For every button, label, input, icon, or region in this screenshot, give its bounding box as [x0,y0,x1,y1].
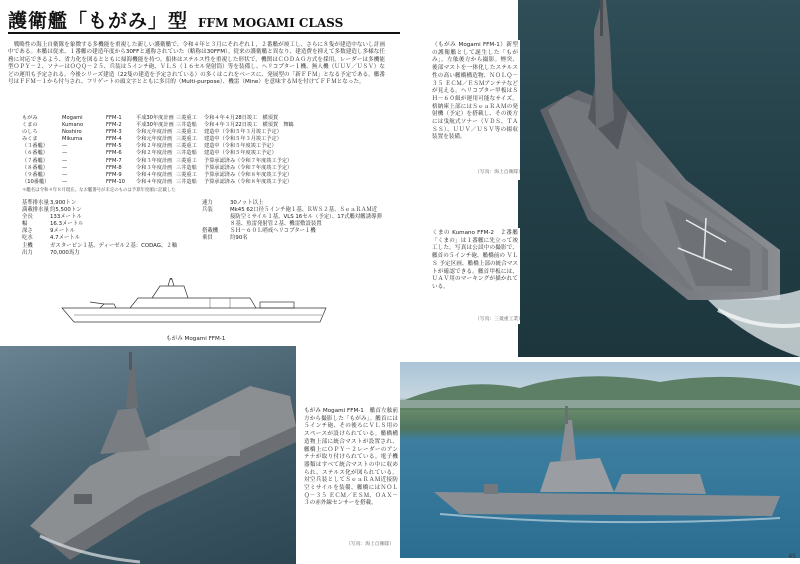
spec-value: 30ノット以上 [230,200,264,206]
roster-cell: （８番艦） [22,164,48,171]
roster-cell: 令和３年度計画 [136,157,173,164]
roster-row [22,136,382,143]
roster-cell: 令和４年度計画 [136,178,173,185]
spec-value: 4.7メートル [50,235,81,242]
ship-bow-illustration [0,346,296,564]
roster-cell: 予算承認済み（令和８年度竣工予定） [204,178,293,185]
spec-row [202,228,382,235]
spec-value: 133メートル [50,214,82,221]
roster-cell: 三井造船 [176,164,197,171]
roster-cell: （７番艦） [22,157,48,164]
roster-cell: Mikuma [62,136,83,143]
roster-cell: 予算承認済み（令和８年度竣工予定） [204,171,293,178]
roster-cell: 三菱重工 [176,171,197,178]
spec-label: 搭載機 [202,228,219,235]
roster-cell: 平成30年度計画 [136,115,174,121]
roster-cell: — [62,171,68,178]
roster-row [22,179,382,186]
roster-cell: 建造中（令和５年３月竣工予定） [204,129,282,136]
spec-value: 約90名 [230,235,248,242]
roster-cell: 三井造船 [176,122,197,129]
spec-row [202,207,382,228]
spec-label: 乗員 [202,235,213,242]
spec-value: 3,900トン [50,200,77,206]
spec-label: 兵装 [202,207,213,214]
roster-cell: 令和元年度計画 [136,129,173,136]
spec-row [22,214,192,221]
roster-cell: 令和４年４月28日竣工 横須賀 [204,115,279,121]
roster-cell: のしろ [22,129,38,136]
roster-cell: 三菱重工 [176,157,197,164]
specs-left [22,200,192,257]
roster-row [22,172,382,179]
specs-right [202,200,382,243]
roster-cell: Noshiro [62,129,82,136]
spec-label: 主機 [22,242,33,249]
page-number: 45 [788,553,796,560]
page-title [8,6,343,33]
photo-mogami-aerial [518,0,800,357]
roster-cell: — [62,150,68,157]
spec-value: 70,000馬力 [50,249,80,256]
roster-cell: FFM-1 [106,115,122,121]
roster-cell: （10番艦） [22,178,50,185]
roster-cell: （９番艦） [22,171,48,178]
roster-cell: FFM-8 [106,164,122,171]
roster-cell: 令和２年度計画 [136,143,173,150]
credit-mid-right: （写真：三菱重工業） [475,317,523,322]
roster-cell: 建造中（令和５年度竣工予定） [204,150,277,157]
roster-cell: — [62,143,68,150]
spec-row [22,207,192,214]
roster-cell: 三菱重工 [176,136,197,143]
roster-table [22,115,382,194]
spec-row [22,228,192,235]
roster-row [22,129,382,136]
spec-label: 吃水 [22,235,33,242]
ship-side-illustration [400,362,800,558]
roster-cell: FFM-10 [106,178,125,185]
spec-value: Mk45 62口径５インチ砲１基、ＲＷＳ２基、ＳｅａＲＡＭ近接防空ミサイル１基、VLS 16セル（予定）、17式艦対艦誘導弾８基、魚雷発射管２基、機雷敷設装置 [230,207,382,228]
page-title-en: FFM MOGAMI CLASS [198,16,344,30]
roster-cell: — [62,157,68,164]
photo-kumano-harbor [400,362,800,558]
ship-profile-drawing [60,278,332,330]
spec-label: 出力 [22,249,33,256]
drawing-caption: もがみ Mogami FFM-1 [166,336,226,342]
roster-cell: 三井造船 [176,150,197,157]
ship-aerial-illustration [518,0,800,357]
roster-cell: FFM-5 [106,143,122,150]
roster-cell: 建造中（令和５年度竣工予定） [204,143,277,150]
caption-bottom-mid: もがみ Mogami FFM-1 艦首左舷前方から撮影した「もがみ」。艦首には５インチ砲、その後ろにＶＬＳ用のスペースが設けられている。艦橋構造物上部に統合マストが設置され、艦橋上にＯＰＹ－２レーダーのアンテナが取り付けられている。電子機器類はすべて統合マストの中に収められ、ステルス化が図られている。対空兵装としてＳｅａＲＡＭ近接防空ミサイルを装備、艦橋にはＮＯＬＱ－３５ ＥＣＭ／ＥＳＭ、ＯＡＸ－３の赤外線センサーを搭載。 [304,408,398,507]
spec-label: 幅 [22,221,28,228]
roster-cell: 建造中（令和５年３月竣工予定） [204,136,282,143]
credit-top-right: （写真：海上自衛隊） [475,170,523,175]
spec-label: 満載排水量 [22,207,49,214]
credit-bottom-mid: （写真：海上自衛隊） [346,542,394,547]
spec-row [202,235,382,242]
roster-cell: FFM-6 [106,150,122,157]
spec-label: 全長 [22,214,33,221]
spec-row [22,235,192,242]
roster-cell: （３番艦） [22,143,48,150]
roster-cell: 三菱重工 [176,129,197,136]
roster-cell: FFM-3 [106,129,122,136]
spec-row [22,243,192,250]
roster-cell: （６番艦） [22,150,48,157]
spec-label: 速力 [202,200,213,206]
caption-mid-right: くまの Kumano FFM-2 ２番艦「くまの」は１番艦に先立って竣工した。写真は公試中の撮影で、艦首の５インチ砲、艦橋前の ＶＬＳ 予定区画、艦橋上部の統合マストが確認できる。艦首甲板には、ＵＡＶ用のマーキングが描かれている。 [432,230,518,290]
roster-cell: くまの [22,122,38,129]
roster-cell: 予算承認済み（令和７年度竣工予定） [204,157,293,164]
roster-row [22,165,382,172]
spec-value: 9メートル [50,228,75,235]
roster-cell: 令和４年度計画 [136,171,173,178]
roster-cell: FFM-2 [106,122,122,129]
spec-value: ガスタービン１基、ディーゼル２基：CODAG、２軸 [50,242,178,249]
title-rule [8,32,400,34]
roster-cell: 三菱重工 [176,143,197,150]
roster-cell: もがみ [22,115,38,121]
roster-cell: — [62,178,68,185]
roster-cell: Kumano [62,122,84,129]
spec-value: ＳＨ－６０Ｌ哨戒ヘリコプター１機 [230,228,316,235]
spec-value: 16.3メートル [50,221,84,228]
roster-cell: みくま [22,136,38,143]
roster-cell: 予算承認済み（令和７年度竣工予定） [204,164,293,171]
intro-paragraph: 戦略性の海上自衛隊を象徴する多機能を重視した新しい護衛艦で、令和４年と３月にそれぞれ１，２番艦が竣工し、さらに８隻が建造中ないし計画中である。本艦は従来、１番艦の建造年度から30FFと通称されていた（略称は30FFM）。従来の護衛艦と異なり、建造費を抑えて多数建造し多様な任務に対応できるよう、省力化を図るとともに掃海機能を持つ。船体はステルス性を重視した形状で、機関はＣＯＤＡＧ方式を採用。レーダーは多機能型ＯＰＹ－２、ソナーはＯＱＱ－２５、兵装は５インチ砲、ＶＬＳ（１６セル発射筒）等を装備し、ヘリコプター１機、無人機（ＵＵＶ／ＵＳＶ）などの運用も予定される。今後シリーズ建造（22隻の建造を予定されている）の多くはこれをベースに、発展型の「新ＦＦＭ」となる予定である。艦番号はＦＦＭ－１から付与され、フリゲートの頭文字とともに多目的（Multi-purpose）、機雷（Mine）を意味するＭを付けてＦＦＭとなった。 [8,42,385,86]
roster-cell: 令和４年３月22日竣工 横須賀 舞鶴 [204,122,294,129]
roster-cell: FFM-9 [106,171,122,178]
roster-row [22,115,382,122]
photo-kumano-bow [0,346,296,564]
spec-value: 約5,500トン [50,207,82,214]
spec-label: 基準排水量 [22,200,49,206]
roster-cell: 平成30年度計画 [136,122,174,129]
roster-cell: 三井造船 [176,178,197,185]
roster-row [22,122,382,129]
roster-row [22,158,382,165]
roster-row [22,143,382,150]
roster-cell: FFM-4 [106,136,122,143]
spec-label: 深さ [22,228,33,235]
roster-cell: 三菱重工 [176,115,197,121]
roster-cell: 令和３年度計画 [136,164,173,171]
spec-row [22,250,192,257]
roster-cell: FFM-7 [106,157,122,164]
roster-cell: Mogami [62,115,83,121]
roster-cell: 令和２年度計画 [136,150,173,157]
roster-note: ＊艦名は令和４年８月現在。なお艦番号が未定のものは予算年度順に記載した [22,187,176,193]
roster-row [22,150,382,157]
spec-row [22,221,192,228]
page-title-jp: 護衛艦「もがみ」型 [8,10,189,32]
caption-top-right: （もがみ Mogami FFM-1）新型の護衛艦として誕生した「もがみ」。左舷後方から撮影。煙突、後部マストを一体化したステルス性の高い艦橋構造物、ＮＯＬＱ－３５ ＥＣＭ／ＥＳＭアンテナなどが見える。ヘリコプター甲板はＳＨ－６０級が運用可能なサイズ。格納庫上部にはＳｅａＲＡＭの発射機（予定）を搭載し、その後方には曳航式ソナー（ＶＤＳ、ＴＡＳＳ）、ＵＵＶ／ＵＳＶ等の揚収装置を装備。 [432,42,518,141]
roster-cell: — [62,164,68,171]
roster-cell: 令和元年度計画 [136,136,173,143]
